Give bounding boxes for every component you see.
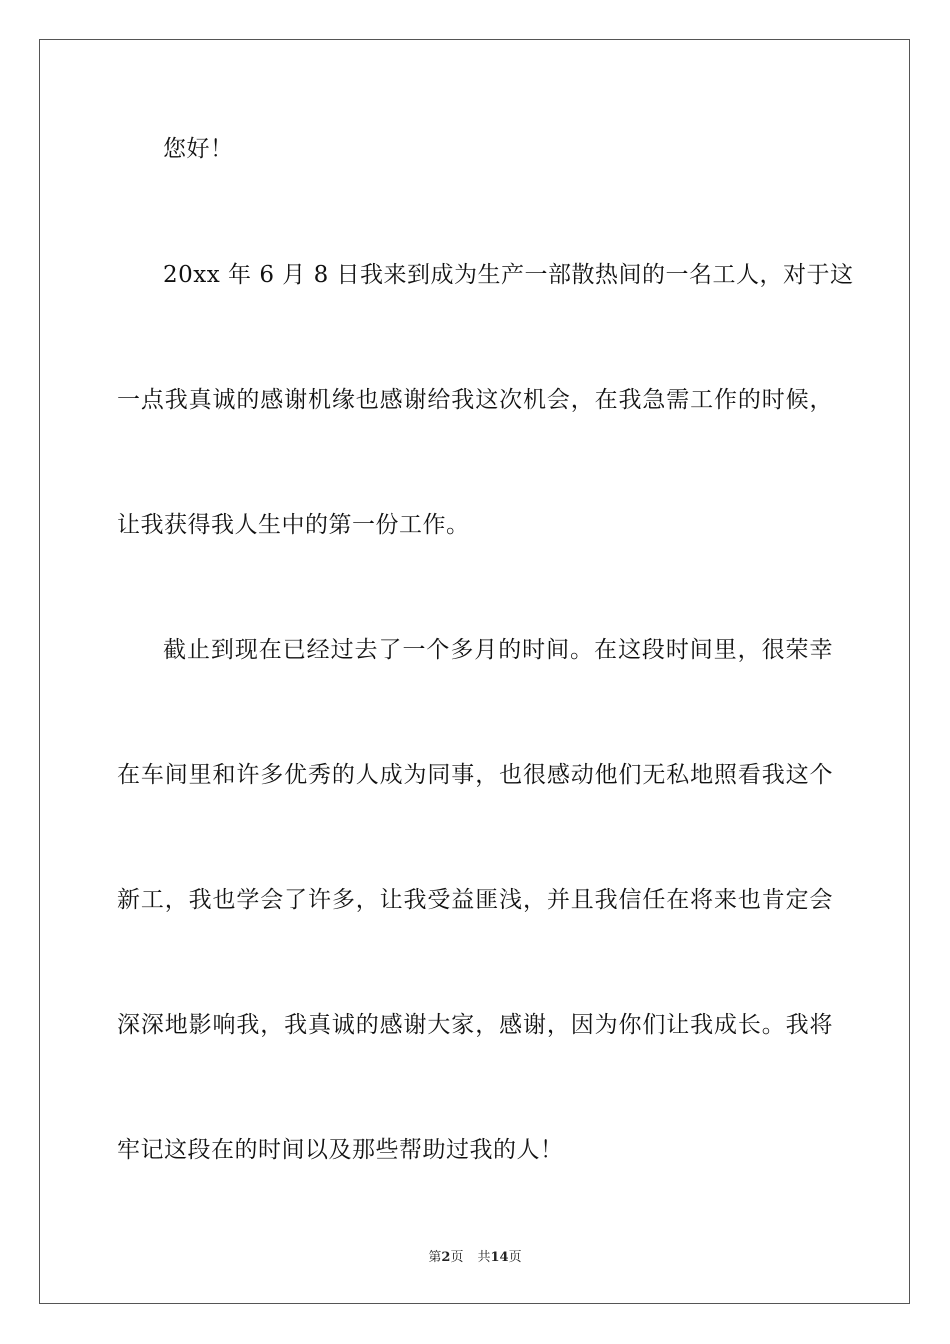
paragraph-1-line-3: 让我获得我人生中的第一份工作。	[117, 512, 470, 538]
total-page-count: 14	[490, 1250, 509, 1265]
salutation: 您好！	[163, 136, 234, 162]
paragraph-2-line-4: 深深地影响我，我真诚的感谢大家，感谢，因为你们让我成长。我将	[117, 1012, 833, 1038]
total-suffix: 页	[508, 1250, 522, 1265]
page-prefix: 第	[428, 1250, 442, 1265]
paragraph-1-line-2: 一点我真诚的感谢机缘也感谢给我这次机会，在我急需工作的时候，	[117, 387, 833, 413]
current-page-number: 2	[441, 1250, 451, 1265]
page-number-footer	[0, 1250, 950, 1266]
paragraph-1-line-1: 20xx 年 6 月 8 日我来到成为生产一部散热间的一名工人，对于这	[163, 262, 854, 288]
total-prefix: 共	[477, 1250, 491, 1265]
paragraph-2-line-1: 截止到现在已经过去了一个多月的时间。在这段时间里，很荣幸	[163, 637, 833, 663]
page-suffix: 页	[450, 1250, 464, 1265]
page-frame	[39, 39, 910, 1304]
paragraph-2-line-3: 新工，我也学会了许多，让我受益匪浅，并且我信任在将来也肯定会	[117, 887, 833, 913]
paragraph-2-line-2: 在车间里和许多优秀的人成为同事，也很感动他们无私地照看我这个	[117, 762, 833, 788]
paragraph-2-line-5: 牢记这段在的时间以及那些帮助过我的人！	[117, 1137, 564, 1163]
